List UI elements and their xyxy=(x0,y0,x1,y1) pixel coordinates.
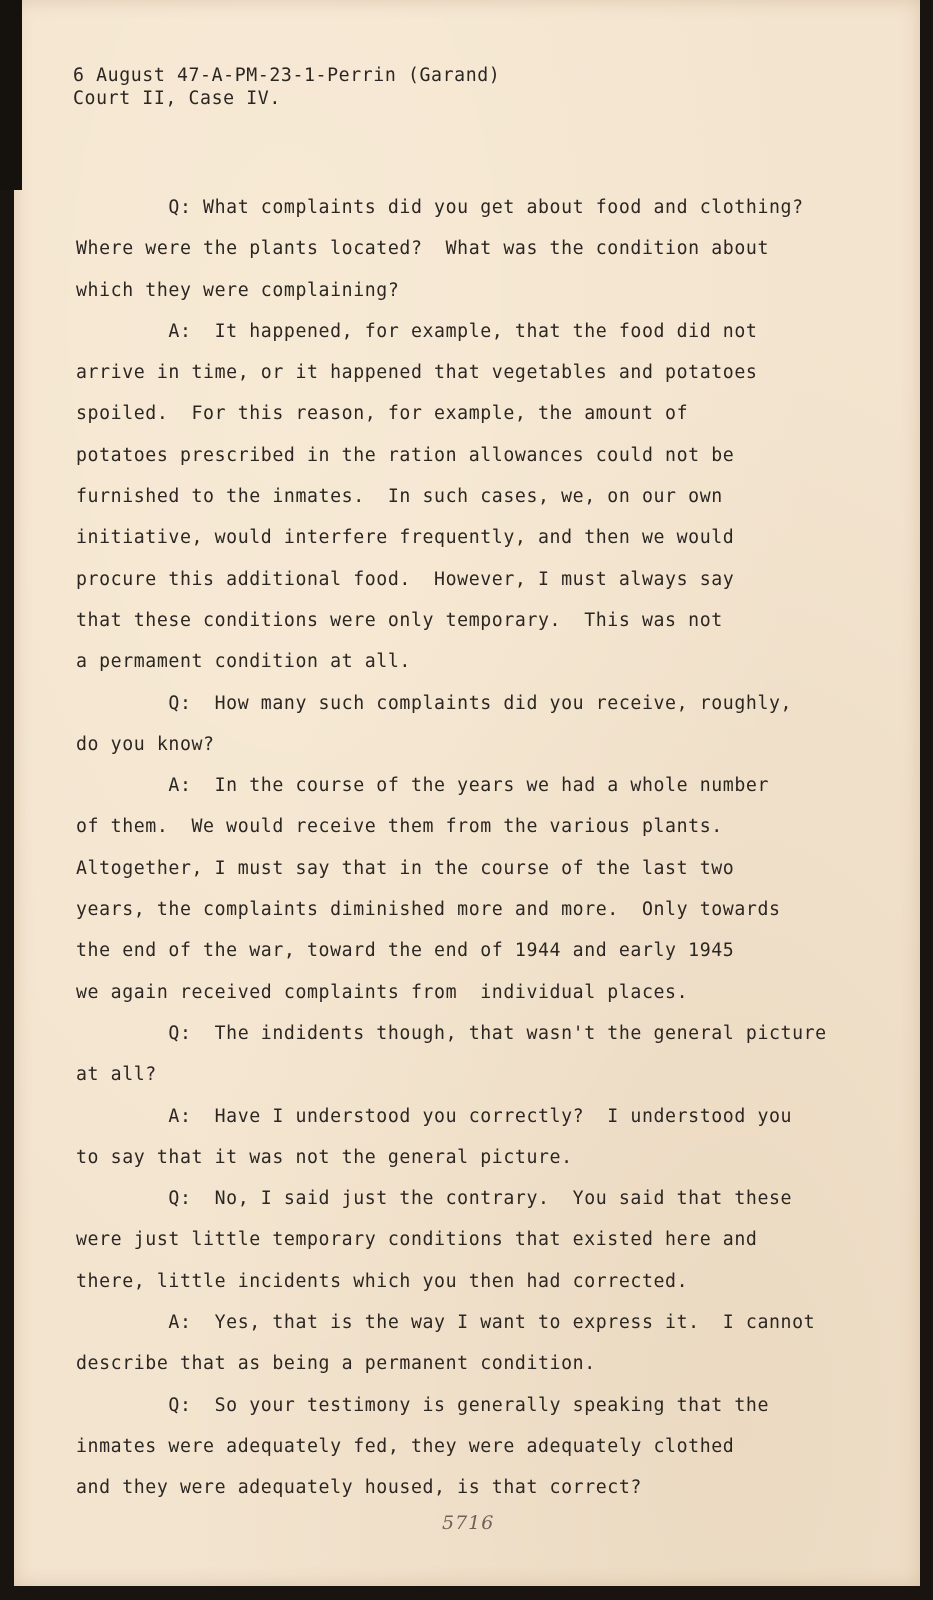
transcript-line: the end of the war, toward the end of 1944 and early 1945 xyxy=(76,940,735,962)
transcript-line: potatoes prescribed in the ration allowances could not be xyxy=(76,444,735,466)
transcript-line: Q: No, I said just the contrary. You said that these xyxy=(76,1188,793,1210)
transcript-line: and they were adequately housed, is that correct? xyxy=(76,1477,642,1499)
transcript-line: inmates were adequately fed, they were adequately clothed xyxy=(76,1435,735,1457)
transcript-line: which they were complaining? xyxy=(76,279,400,301)
transcript-line: describe that as being a permanent condition. xyxy=(76,1353,596,1375)
transcript-line: Altogether, I must say that in the course of the last two xyxy=(76,857,735,879)
transcript-body xyxy=(76,187,866,1509)
transcript-line: A: In the course of the years we had a whole number xyxy=(76,775,769,797)
document-header xyxy=(73,64,500,110)
transcript-line: Q: The indidents though, that wasn't the general picture xyxy=(76,1022,827,1044)
transcript-line: A: Have I understood you correctly? I understood you xyxy=(76,1105,793,1127)
transcript-line: Q: How many such complaints did you receive, roughly, xyxy=(76,692,793,714)
transcript-line: A: It happened, for example, that the food did not xyxy=(76,320,758,342)
transcript-line: furnished to the inmates. In such cases, we, on our own xyxy=(76,486,723,508)
transcript-line: do you know? xyxy=(76,733,215,755)
header-line-court: Court II, Case IV. xyxy=(73,88,281,109)
transcript-line: a permament condition at all. xyxy=(76,651,411,673)
transcript-line: Q: What complaints did you get about food and clothing? xyxy=(76,197,804,218)
transcript-line: spoiled. For this reason, for example, the amount of xyxy=(76,403,689,425)
transcript-line: Q: So your testimony is generally speaking that the xyxy=(76,1394,769,1416)
transcript-line: we again received complaints from individual places. xyxy=(76,981,689,1003)
page-number: 5716 xyxy=(442,1512,495,1534)
transcript-line: A: Yes, that is the way I want to express it. I cannot xyxy=(76,1312,816,1334)
transcript-line: initiative, would interfere frequently, and then we would xyxy=(76,527,735,549)
header-line-date-case: 6 August 47-A-PM-23-1-Perrin (Garand) xyxy=(73,65,501,86)
transcript-line: Where were the plants located? What was the condition about xyxy=(76,238,769,260)
transcript-line: at all? xyxy=(76,1064,157,1086)
transcript-line: there, little incidents which you then had corrected. xyxy=(76,1270,689,1292)
document-page xyxy=(14,0,920,1586)
scan-edge-shadow xyxy=(0,0,22,190)
transcript-line: arrive in time, or it happened that vegetables and potatoes xyxy=(76,362,758,384)
transcript-line: were just little temporary conditions that existed here and xyxy=(76,1229,758,1251)
transcript-line: years, the complaints diminished more and more. Only towards xyxy=(76,899,781,921)
transcript-line: procure this additional food. However, I must always say xyxy=(76,568,735,590)
transcript-line: to say that it was not the general picture. xyxy=(76,1146,573,1168)
transcript-line: of them. We would receive them from the various plants. xyxy=(76,816,723,838)
transcript-line: that these conditions were only temporary. This was not xyxy=(76,609,723,631)
